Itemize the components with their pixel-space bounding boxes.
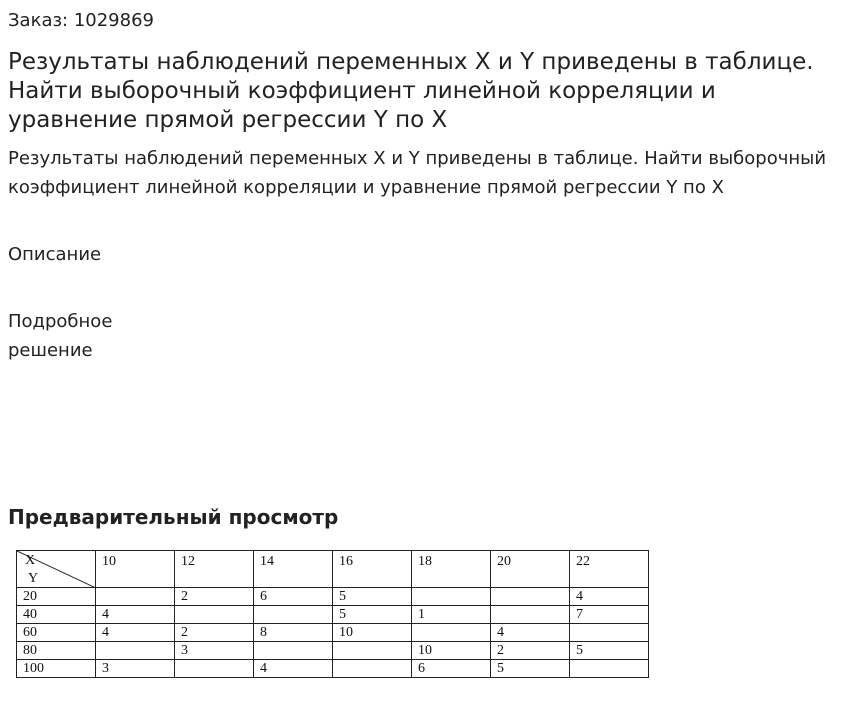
x-header-cell: 22 — [570, 551, 649, 588]
frequency-cell: 3 — [175, 642, 254, 660]
table-corner-cell — [17, 551, 96, 588]
frequency-cell: 10 — [333, 624, 412, 642]
frequency-cell: 2 — [175, 624, 254, 642]
frequency-cell: 6 — [254, 588, 333, 606]
frequency-cell: 5 — [333, 588, 412, 606]
corner-y-label: Y — [28, 571, 39, 586]
frequency-cell — [412, 588, 491, 606]
frequency-cell — [254, 642, 333, 660]
frequency-cell — [175, 660, 254, 678]
frequency-cell — [175, 606, 254, 624]
correlation-table — [16, 550, 649, 678]
page-title: Результаты наблюдений переменных X и Y приведены в таблице. Найти выборочный коэффициент линейной корреляции и уравнение прямой регрессии Y по X — [8, 49, 814, 133]
frequency-cell — [254, 606, 333, 624]
x-header-cell: 18 — [412, 551, 491, 588]
table-row — [17, 642, 649, 660]
frequency-cell: 7 — [570, 606, 649, 624]
y-value-cell: 20 — [17, 588, 96, 606]
x-header-cell: 12 — [175, 551, 254, 588]
x-header-cell: 10 — [96, 551, 175, 588]
frequency-cell: 4 — [570, 588, 649, 606]
frequency-cell: 5 — [333, 606, 412, 624]
frequency-cell — [491, 588, 570, 606]
table-row — [17, 588, 649, 606]
frequency-cell — [96, 588, 175, 606]
frequency-cell: 1 — [412, 606, 491, 624]
y-value-cell: 100 — [17, 660, 96, 678]
frequency-cell: 2 — [491, 642, 570, 660]
frequency-cell: 4 — [96, 624, 175, 642]
frequency-cell: 4 — [96, 606, 175, 624]
frequency-cell — [96, 642, 175, 660]
x-header-cell: 16 — [333, 551, 412, 588]
table-header-row — [17, 551, 649, 588]
y-value-cell: 60 — [17, 624, 96, 642]
frequency-cell — [412, 624, 491, 642]
frequency-cell: 4 — [491, 624, 570, 642]
y-value-cell: 80 — [17, 642, 96, 660]
table-row — [17, 606, 649, 624]
x-header-cell: 14 — [254, 551, 333, 588]
frequency-cell — [570, 624, 649, 642]
frequency-cell: 3 — [96, 660, 175, 678]
frequency-cell: 4 — [254, 660, 333, 678]
frequency-cell: 5 — [570, 642, 649, 660]
y-value-cell: 40 — [17, 606, 96, 624]
preview-title: Предварительный просмотр — [8, 505, 339, 529]
order-number: Заказ: 1029869 — [8, 10, 154, 31]
frequency-cell: 6 — [412, 660, 491, 678]
description-label: Описание — [8, 244, 102, 265]
table-row — [17, 624, 649, 642]
table-row — [17, 660, 649, 678]
frequency-cell — [333, 660, 412, 678]
frequency-cell: 2 — [175, 588, 254, 606]
frequency-cell: 10 — [412, 642, 491, 660]
frequency-cell — [333, 642, 412, 660]
frequency-cell — [570, 660, 649, 678]
task-text: Результаты наблюдений переменных X и Y приведены в таблице. Найти выборочный коэффициент линейной корреляции и уравнение прямой регрессии Y по X — [8, 148, 827, 198]
frequency-cell: 8 — [254, 624, 333, 642]
corner-x-label: X — [25, 553, 36, 568]
frequency-cell — [491, 606, 570, 624]
x-header-cell: 20 — [491, 551, 570, 588]
frequency-cell: 5 — [491, 660, 570, 678]
detailed-solution-label: Подробное решение — [8, 311, 113, 361]
